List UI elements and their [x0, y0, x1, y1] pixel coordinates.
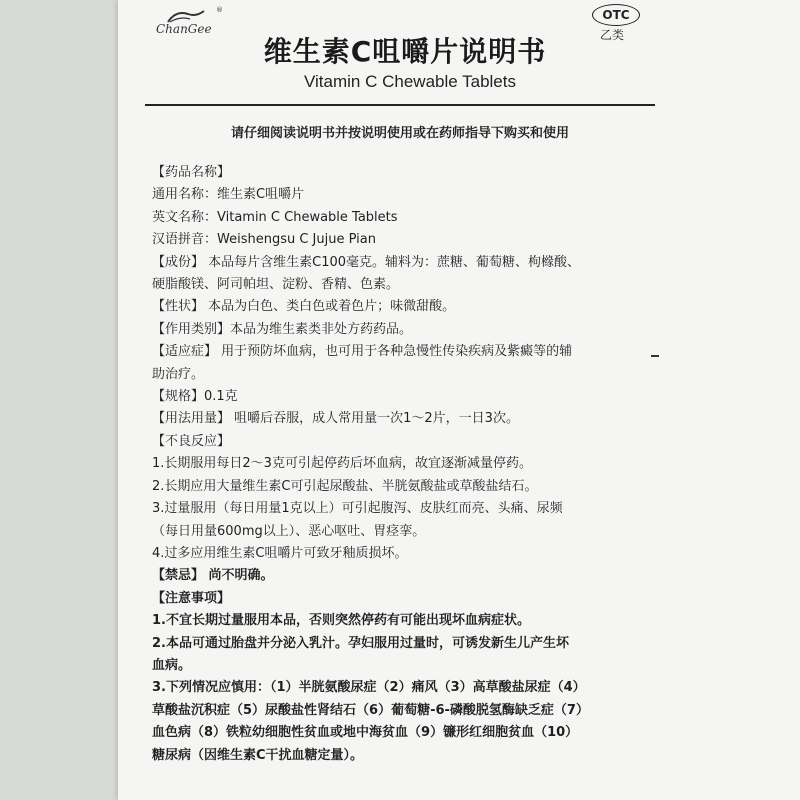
leaflet-line: 【适应症】 用于预防坏血病，也可用于各种急慢性传染疾病及紫癜等的辅: [152, 344, 573, 360]
leaflet-line: 1.不宜长期过量服用本品，否则突然停药有可能出现坏血病症状。: [152, 613, 530, 629]
leaflet-line: 英文名称：Vitamin C Chewable Tablets: [152, 209, 398, 225]
leaflet-line: 2.长期应用大量维生素C可引起尿酸盐、半胱氨酸盐或草酸盐结石。: [152, 478, 538, 494]
leaflet-line: 血色病（8）铁粒幼细胞性贫血或地中海贫血（9）镰形红细胞贫血（10）: [152, 725, 579, 741]
leaflet-line: 【规格】0.1克: [152, 389, 238, 405]
leaflet-line: 【用法用量】 咀嚼后吞服，成人常用量一次1～2片，一日3次。: [152, 411, 519, 427]
leaflet-line: 【成份】 本品每片含维生素C100毫克。辅料为：蔗糖、葡萄糖、枸橼酸、: [152, 254, 581, 270]
leaflet-line: 【禁忌】 尚不明确。: [152, 568, 274, 584]
otc-badge: OTC: [592, 4, 640, 26]
document-title: 维生素C咀嚼片说明书: [263, 35, 547, 68]
leaflet-line: 【作用类别】本品为维生素类非处方药药品。: [152, 321, 413, 337]
leaflet-line: 汉语拼音：Weishengsu C Jujue Pian: [152, 232, 376, 248]
margin-mark: [651, 355, 659, 357]
leaflet-line: 【药品名称】: [152, 165, 231, 180]
usage-instruction: 请仔细阅读说明书并按说明使用或在药师指导下购买和使用: [230, 126, 569, 141]
brand-logo: [156, 8, 236, 36]
leaflet-line: 1.长期服用每日2～3克可引起停药后坏血病，故宜逐渐减量停药。: [152, 456, 532, 472]
leaflet-line: （每日用量600mg以上）、恶心呕吐、胃痉挛。: [152, 523, 426, 539]
leaflet-line: 4.过多应用维生素C咀嚼片可致牙釉质损坏。: [152, 545, 408, 561]
leaflet-line: 【不良反应】: [152, 433, 231, 449]
leaflet-line: 草酸盐沉积症（5）尿酸盐性肾结石（6）葡萄糖-6-磷酸脱氢酶缺乏症（7）: [152, 702, 589, 718]
leaflet-line: 血病。: [152, 657, 192, 673]
leaflet-line: 助治疗。: [152, 366, 205, 382]
document-subtitle: Vitamin C Chewable Tablets: [304, 72, 516, 91]
leaflet-line: 【注意事项】: [152, 590, 231, 606]
leaflet-content: [152, 162, 652, 767]
leaflet-line: 3.过量服用（每日用量1克以上）可引起腹泻、皮肤红而亮、头痛、尿频: [152, 501, 563, 517]
leaflet-line: 通用名称：维生素C咀嚼片: [152, 187, 305, 203]
leaflet-line: 硬脂酸镁、阿司帕坦、淀粉、香精、色素。: [152, 277, 400, 293]
title-rule: [145, 104, 655, 106]
leaflet-line: 2.本品可通过胎盘并分泌入乳汁。孕妇服用过量时，可诱发新生儿产生坏: [152, 635, 569, 651]
leaflet-line: 【性状】 本品为白色、类白色或着色片；味微甜酸。: [152, 299, 456, 315]
brand-name: ChanGee: [156, 22, 212, 36]
otc-class-label: 乙类: [600, 28, 625, 42]
leaflet-line: 糖尿病（因维生素C干扰血糖定量）。: [152, 747, 364, 763]
registered-mark: ®: [216, 6, 223, 14]
leaflet-line: 3.下列情况应慎用：（1）半胱氨酸尿症（2）痛风（3）高草酸盐尿症（4）: [152, 680, 586, 696]
